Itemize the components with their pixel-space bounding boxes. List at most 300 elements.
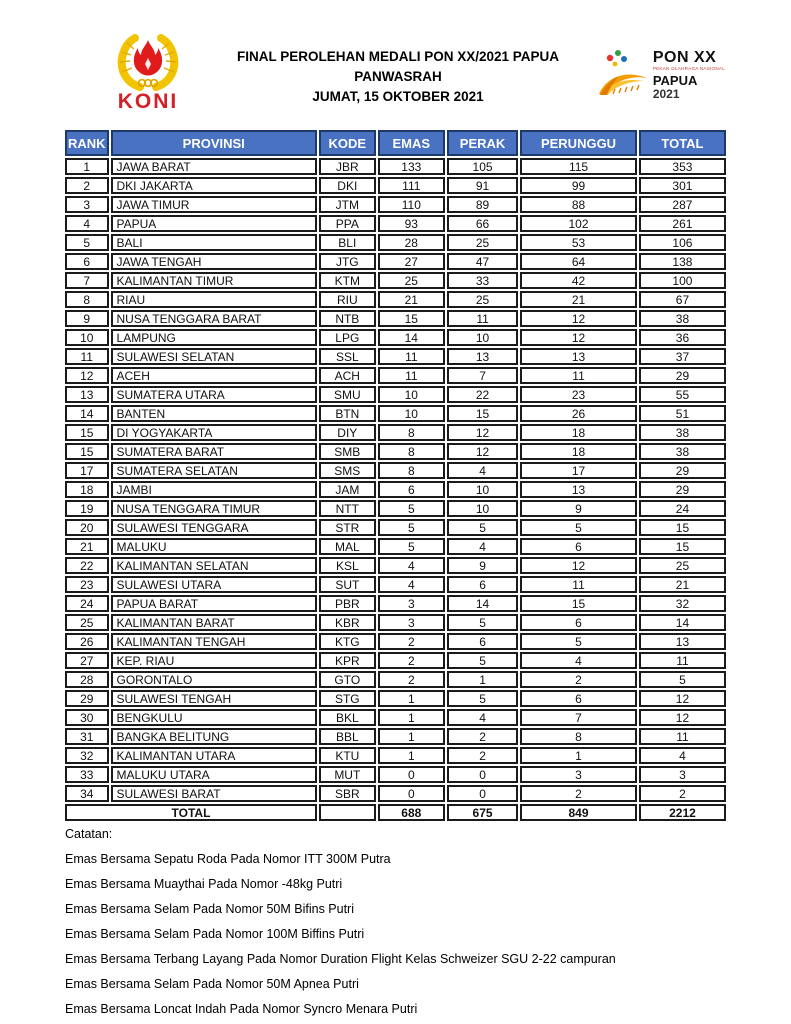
cell-emas: 4 (378, 557, 445, 574)
cell-rank: 33 (65, 766, 109, 783)
cell-provinsi: SULAWESI UTARA (111, 576, 317, 593)
cell-perunggu: 99 (520, 177, 637, 194)
cell-perunggu: 102 (520, 215, 637, 232)
cell-rank: 15 (65, 443, 109, 460)
cell-emas: 93 (378, 215, 445, 232)
cell-emas: 21 (378, 291, 445, 308)
cell-perunggu: 2 (520, 671, 637, 688)
cell-perunggu: 64 (520, 253, 637, 270)
cell-rank: 34 (65, 785, 109, 802)
cell-provinsi: RIAU (111, 291, 317, 308)
cell-kode: BBL (319, 728, 376, 745)
table-row (65, 272, 726, 289)
cell-kode: LPG (319, 329, 376, 346)
cell-emas: 1 (378, 709, 445, 726)
cell-total: 21 (639, 576, 726, 593)
cell-rank: 9 (65, 310, 109, 327)
cell-rank: 25 (65, 614, 109, 631)
cell-kode: SSL (319, 348, 376, 365)
table-row (65, 614, 726, 631)
cell-kode: STG (319, 690, 376, 707)
cell-emas: 3 (378, 614, 445, 631)
cell-kode: BTN (319, 405, 376, 422)
cell-total: 301 (639, 177, 726, 194)
cell-rank: 7 (65, 272, 109, 289)
pon-xx-logo (597, 48, 725, 102)
cell-rank: 2 (65, 177, 109, 194)
cell-rank: 15 (65, 424, 109, 441)
total-total-cell: 2212 (639, 804, 726, 821)
cell-perunggu: 21 (520, 291, 637, 308)
cell-emas: 11 (378, 367, 445, 384)
cell-provinsi: ACEH (111, 367, 317, 384)
cell-kode: KTU (319, 747, 376, 764)
cell-total: 38 (639, 310, 726, 327)
cell-rank: 20 (65, 519, 109, 536)
cell-emas: 27 (378, 253, 445, 270)
cell-perak: 6 (447, 576, 518, 593)
table-row (65, 215, 726, 232)
cell-kode: MAL (319, 538, 376, 555)
table-row (65, 291, 726, 308)
cell-emas: 10 (378, 386, 445, 403)
cell-rank: 4 (65, 215, 109, 232)
cell-perak: 15 (447, 405, 518, 422)
cell-total: 100 (639, 272, 726, 289)
cell-emas: 5 (378, 519, 445, 536)
cell-perak: 25 (447, 291, 518, 308)
cell-kode: NTT (319, 500, 376, 517)
cell-provinsi: JAWA BARAT (111, 158, 317, 175)
cell-perak: 12 (447, 443, 518, 460)
cell-emas: 3 (378, 595, 445, 612)
cell-total: 29 (639, 367, 726, 384)
cell-provinsi: BALI (111, 234, 317, 251)
table-row (65, 538, 726, 555)
cell-perak: 66 (447, 215, 518, 232)
cell-rank: 28 (65, 671, 109, 688)
cell-total: 12 (639, 690, 726, 707)
cell-emas: 0 (378, 785, 445, 802)
pon-year: 2021 (652, 86, 680, 101)
table-row (65, 576, 726, 593)
cell-provinsi: NUSA TENGGARA BARAT (111, 310, 317, 327)
cell-perunggu: 8 (520, 728, 637, 745)
cell-emas: 8 (378, 462, 445, 479)
cell-provinsi: BENGKULU (111, 709, 317, 726)
cell-perak: 4 (447, 462, 518, 479)
cell-perunggu: 12 (520, 329, 637, 346)
cell-provinsi: DI YOGYAKARTA (111, 424, 317, 441)
table-row (65, 158, 726, 175)
cell-total: 3 (639, 766, 726, 783)
cell-kode: KPR (319, 652, 376, 669)
document-title-line1: FINAL PEROLEHAN MEDALI PON XX/2021 PAPUA (236, 49, 560, 64)
cell-perak: 7 (447, 367, 518, 384)
cell-perunggu: 17 (520, 462, 637, 479)
cell-rank: 12 (65, 367, 109, 384)
cell-rank: 32 (65, 747, 109, 764)
cell-emas: 0 (378, 766, 445, 783)
cell-provinsi: SUMATERA SELATAN (111, 462, 317, 479)
cell-total: 138 (639, 253, 726, 270)
notes-heading: Catatan: (65, 827, 113, 841)
cell-perak: 0 (447, 766, 518, 783)
total-perunggu-cell: 849 (520, 804, 637, 821)
pon-xx-emblem-icon (597, 48, 649, 102)
pon-xx-text (653, 50, 725, 100)
medal-table (63, 128, 728, 823)
cell-provinsi: KALIMANTAN TENGAH (111, 633, 317, 650)
cell-emas: 1 (378, 747, 445, 764)
cell-perunggu: 9 (520, 500, 637, 517)
cell-perak: 89 (447, 196, 518, 213)
cell-emas: 4 (378, 576, 445, 593)
cell-perunggu: 12 (520, 557, 637, 574)
table-row (65, 785, 726, 802)
cell-provinsi: GORONTALO (111, 671, 317, 688)
cell-perak: 91 (447, 177, 518, 194)
cell-total: 37 (639, 348, 726, 365)
note-line: Emas Bersama Loncat Indah Pada Nomor Syncro Menara Putri (65, 1002, 418, 1016)
cell-kode: DKI (319, 177, 376, 194)
cell-total: 2 (639, 785, 726, 802)
cell-emas: 2 (378, 671, 445, 688)
table-row (65, 443, 726, 460)
cell-provinsi: JAMBI (111, 481, 317, 498)
title-block (203, 47, 593, 107)
cell-kode: GTO (319, 671, 376, 688)
note-line: Emas Bersama Selam Pada Nomor 100M Biffins Putri (65, 927, 365, 941)
cell-emas: 14 (378, 329, 445, 346)
table-row (65, 690, 726, 707)
cell-emas: 133 (378, 158, 445, 175)
cell-perak: 9 (447, 557, 518, 574)
cell-perunggu: 88 (520, 196, 637, 213)
cell-rank: 29 (65, 690, 109, 707)
cell-kode: SBR (319, 785, 376, 802)
cell-rank: 22 (65, 557, 109, 574)
column-header-emas: EMAS (378, 130, 445, 156)
cell-provinsi: SULAWESI SELATAN (111, 348, 317, 365)
cell-rank: 26 (65, 633, 109, 650)
koni-emblem-icon (110, 32, 186, 94)
cell-rank: 17 (65, 462, 109, 479)
cell-kode: MUT (319, 766, 376, 783)
cell-perak: 10 (447, 500, 518, 517)
cell-rank: 18 (65, 481, 109, 498)
cell-perak: 14 (447, 595, 518, 612)
cell-perak: 6 (447, 633, 518, 650)
cell-emas: 8 (378, 424, 445, 441)
table-row (65, 196, 726, 213)
cell-perunggu: 6 (520, 614, 637, 631)
total-label: TOTAL (65, 804, 317, 821)
cell-provinsi: SULAWESI TENGGARA (111, 519, 317, 536)
column-header-provinsi: PROVINSI (111, 130, 317, 156)
cell-provinsi: SUMATERA BARAT (111, 443, 317, 460)
cell-perak: 5 (447, 614, 518, 631)
cell-rank: 6 (65, 253, 109, 270)
cell-perunggu: 5 (520, 633, 637, 650)
cell-kode: STR (319, 519, 376, 536)
cell-rank: 14 (65, 405, 109, 422)
notes-section (65, 822, 725, 1022)
cell-perak: 5 (447, 519, 518, 536)
cell-kode: JTG (319, 253, 376, 270)
cell-kode: SMS (319, 462, 376, 479)
cell-perak: 47 (447, 253, 518, 270)
cell-total: 14 (639, 614, 726, 631)
cell-perunggu: 4 (520, 652, 637, 669)
cell-emas: 8 (378, 443, 445, 460)
table-row (65, 234, 726, 251)
cell-perunggu: 3 (520, 766, 637, 783)
cell-perunggu: 18 (520, 424, 637, 441)
cell-perak: 0 (447, 785, 518, 802)
cell-total: 38 (639, 424, 726, 441)
cell-rank: 31 (65, 728, 109, 745)
note-line: Emas Bersama Muaythai Pada Nomor -48kg Putri (65, 877, 343, 891)
column-header-perunggu: PERUNGGU (520, 130, 637, 156)
table-row (65, 633, 726, 650)
cell-rank: 30 (65, 709, 109, 726)
cell-provinsi: KALIMANTAN UTARA (111, 747, 317, 764)
cell-total: 32 (639, 595, 726, 612)
cell-total: 55 (639, 386, 726, 403)
cell-provinsi: KALIMANTAN BARAT (111, 614, 317, 631)
cell-rank: 8 (65, 291, 109, 308)
cell-kode: BLI (319, 234, 376, 251)
pon-subtitle: PEKAN OLAHRAGA NASIONAL (652, 66, 725, 72)
cell-provinsi: KALIMANTAN SELATAN (111, 557, 317, 574)
cell-kode: PPA (319, 215, 376, 232)
cell-perak: 1 (447, 671, 518, 688)
cell-provinsi: KALIMANTAN TIMUR (111, 272, 317, 289)
cell-perunggu: 5 (520, 519, 637, 536)
cell-emas: 1 (378, 690, 445, 707)
cell-rank: 24 (65, 595, 109, 612)
column-header-total: TOTAL (639, 130, 726, 156)
cell-provinsi: PAPUA BARAT (111, 595, 317, 612)
cell-perak: 10 (447, 481, 518, 498)
cell-emas: 111 (378, 177, 445, 194)
cell-rank: 23 (65, 576, 109, 593)
pon-location: PAPUA (652, 72, 698, 88)
table-row (65, 728, 726, 745)
cell-rank: 21 (65, 538, 109, 555)
cell-perak: 105 (447, 158, 518, 175)
cell-total: 4 (639, 747, 726, 764)
total-row (65, 804, 726, 821)
cell-kode: SMB (319, 443, 376, 460)
cell-provinsi: JAWA TENGAH (111, 253, 317, 270)
table-row (65, 177, 726, 194)
cell-provinsi: DKI JAKARTA (111, 177, 317, 194)
cell-rank: 13 (65, 386, 109, 403)
cell-kode: KBR (319, 614, 376, 631)
cell-perunggu: 13 (520, 481, 637, 498)
table-row (65, 766, 726, 783)
table-row (65, 652, 726, 669)
cell-emas: 2 (378, 633, 445, 650)
cell-kode: DIY (319, 424, 376, 441)
cell-rank: 27 (65, 652, 109, 669)
cell-emas: 1 (378, 728, 445, 745)
cell-kode: NTB (319, 310, 376, 327)
cell-perak: 5 (447, 652, 518, 669)
table-row (65, 747, 726, 764)
cell-emas: 25 (378, 272, 445, 289)
cell-emas: 110 (378, 196, 445, 213)
cell-perak: 33 (447, 272, 518, 289)
pon-title: PON XX (652, 49, 717, 67)
cell-rank: 10 (65, 329, 109, 346)
table-row (65, 405, 726, 422)
cell-provinsi: SUMATERA UTARA (111, 386, 317, 403)
total-kode-cell (319, 804, 376, 821)
cell-total: 36 (639, 329, 726, 346)
note-line: Emas Bersama Selam Pada Nomor 50M Apnea Putri (65, 977, 359, 991)
cell-emas: 2 (378, 652, 445, 669)
cell-perak: 2 (447, 747, 518, 764)
cell-perunggu: 11 (520, 576, 637, 593)
table-row (65, 253, 726, 270)
cell-kode: BKL (319, 709, 376, 726)
cell-total: 12 (639, 709, 726, 726)
cell-provinsi: LAMPUNG (111, 329, 317, 346)
cell-perunggu: 23 (520, 386, 637, 403)
cell-kode: KTG (319, 633, 376, 650)
cell-rank: 5 (65, 234, 109, 251)
cell-emas: 10 (378, 405, 445, 422)
cell-total: 15 (639, 519, 726, 536)
cell-perunggu: 18 (520, 443, 637, 460)
cell-provinsi: MALUKU (111, 538, 317, 555)
cell-perak: 25 (447, 234, 518, 251)
cell-perunggu: 42 (520, 272, 637, 289)
table-row (65, 348, 726, 365)
document-header (63, 30, 728, 122)
cell-provinsi: PAPUA (111, 215, 317, 232)
cell-perunggu: 26 (520, 405, 637, 422)
cell-total: 67 (639, 291, 726, 308)
cell-provinsi: MALUKU UTARA (111, 766, 317, 783)
column-header-perak: PERAK (447, 130, 518, 156)
cell-provinsi: BANTEN (111, 405, 317, 422)
cell-total: 11 (639, 652, 726, 669)
cell-total: 5 (639, 671, 726, 688)
column-header-rank: RANK (65, 130, 109, 156)
total-emas-cell: 688 (378, 804, 445, 821)
column-header-kode: KODE (319, 130, 376, 156)
cell-perak: 11 (447, 310, 518, 327)
cell-perunggu: 53 (520, 234, 637, 251)
note-line: Emas Bersama Selam Pada Nomor 50M Bifins Putri (65, 902, 354, 916)
medal-table-container (63, 128, 728, 823)
koni-logo (93, 32, 203, 112)
cell-perak: 13 (447, 348, 518, 365)
cell-perak: 2 (447, 728, 518, 745)
cell-perak: 10 (447, 329, 518, 346)
cell-kode: JTM (319, 196, 376, 213)
cell-perak: 12 (447, 424, 518, 441)
cell-perunggu: 13 (520, 348, 637, 365)
cell-kode: RIU (319, 291, 376, 308)
cell-total: 106 (639, 234, 726, 251)
cell-total: 51 (639, 405, 726, 422)
cell-rank: 11 (65, 348, 109, 365)
table-row (65, 367, 726, 384)
cell-perak: 4 (447, 538, 518, 555)
cell-total: 38 (639, 443, 726, 460)
cell-perunggu: 6 (520, 690, 637, 707)
cell-kode: SUT (319, 576, 376, 593)
cell-kode: ACH (319, 367, 376, 384)
table-row (65, 386, 726, 403)
cell-perak: 4 (447, 709, 518, 726)
cell-provinsi: BANGKA BELITUNG (111, 728, 317, 745)
cell-total: 287 (639, 196, 726, 213)
cell-total: 11 (639, 728, 726, 745)
cell-kode: JAM (319, 481, 376, 498)
cell-perunggu: 2 (520, 785, 637, 802)
cell-perak: 22 (447, 386, 518, 403)
cell-provinsi: KEP. RIAU (111, 652, 317, 669)
cell-emas: 28 (378, 234, 445, 251)
cell-rank: 3 (65, 196, 109, 213)
medal-table-body (65, 158, 726, 802)
cell-kode: SMU (319, 386, 376, 403)
table-row (65, 481, 726, 498)
table-row (65, 500, 726, 517)
note-line: Emas Bersama Terbang Layang Pada Nomor Duration Flight Kelas Schweizer SGU 2-22 campuran (65, 952, 616, 966)
cell-perunggu: 115 (520, 158, 637, 175)
cell-total: 24 (639, 500, 726, 517)
cell-emas: 5 (378, 500, 445, 517)
cell-total: 13 (639, 633, 726, 650)
cell-total: 25 (639, 557, 726, 574)
cell-provinsi: SULAWESI BARAT (111, 785, 317, 802)
cell-total: 15 (639, 538, 726, 555)
cell-total: 29 (639, 462, 726, 479)
notes-list (65, 847, 725, 1022)
cell-perunggu: 6 (520, 538, 637, 555)
table-row (65, 329, 726, 346)
cell-perunggu: 11 (520, 367, 637, 384)
cell-provinsi: NUSA TENGGARA TIMUR (111, 500, 317, 517)
cell-provinsi: JAWA TIMUR (111, 196, 317, 213)
cell-perunggu: 15 (520, 595, 637, 612)
cell-perunggu: 7 (520, 709, 637, 726)
cell-rank: 19 (65, 500, 109, 517)
document-title-line2: PANWASRAH (354, 69, 442, 84)
table-row (65, 671, 726, 688)
table-row (65, 519, 726, 536)
koni-wordmark: KONI (117, 90, 179, 113)
cell-rank: 1 (65, 158, 109, 175)
cell-total: 261 (639, 215, 726, 232)
cell-emas: 5 (378, 538, 445, 555)
cell-kode: PBR (319, 595, 376, 612)
table-header-row (65, 130, 726, 156)
cell-total: 29 (639, 481, 726, 498)
total-perak-cell: 675 (447, 804, 518, 821)
cell-perunggu: 12 (520, 310, 637, 327)
cell-emas: 11 (378, 348, 445, 365)
note-line: Emas Bersama Sepatu Roda Pada Nomor ITT 300M Putra (65, 852, 391, 866)
table-row (65, 310, 726, 327)
